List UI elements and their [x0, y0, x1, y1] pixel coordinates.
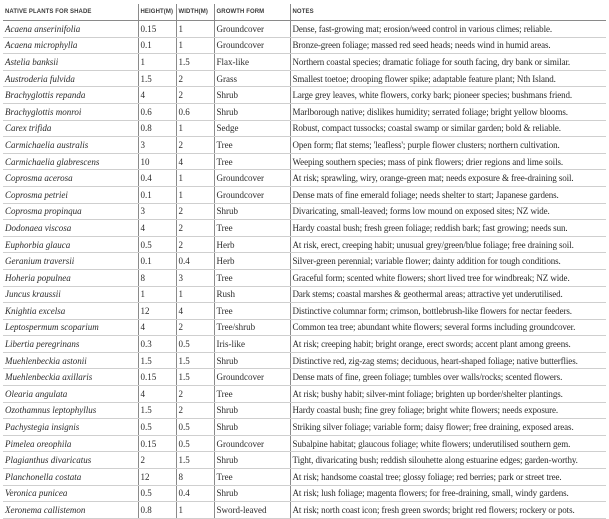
header-growth-form: GROWTH FORM: [214, 4, 290, 21]
table-row: [3, 253, 606, 270]
plant-name-cell: Acaena anserinifolia: [3, 21, 138, 38]
table-row: [3, 286, 606, 303]
width-cell: 1.5: [176, 452, 214, 469]
growth-form-cell: Sword-leaved: [214, 502, 290, 519]
growth-form-cell: Shrub: [214, 485, 290, 502]
height-cell: 10: [138, 153, 176, 170]
width-cell: 1: [176, 21, 214, 38]
width-cell: 1: [176, 120, 214, 137]
plant-name-cell: Coprosma acerosa: [3, 170, 138, 187]
table-body: [3, 21, 606, 519]
table-row: [3, 87, 606, 104]
plant-name-cell: Veronica punicea: [3, 485, 138, 502]
width-cell: 1: [176, 286, 214, 303]
growth-form-cell: Iris-like: [214, 336, 290, 353]
width-cell: 2: [176, 236, 214, 253]
table-row: [3, 170, 606, 187]
growth-form-cell: Flax-like: [214, 54, 290, 71]
height-cell: 1.5: [138, 70, 176, 87]
table-row: [3, 303, 606, 320]
width-cell: 1.5: [176, 54, 214, 71]
notes-cell: At risk, erect, creeping habit; unusual grey/green/blue foliage; free draining soil.: [290, 236, 606, 253]
header-height: HEIGHT(M): [138, 4, 176, 21]
height-cell: 0.4: [138, 170, 176, 187]
width-cell: 1: [176, 37, 214, 54]
table-row: [3, 469, 606, 486]
height-cell: 0.6: [138, 103, 176, 120]
plant-name-cell: Muehlenbeckia astonii: [3, 352, 138, 369]
height-cell: 4: [138, 386, 176, 403]
growth-form-cell: Herb: [214, 253, 290, 270]
growth-form-cell: Rush: [214, 286, 290, 303]
table-row: [3, 485, 606, 502]
growth-form-cell: Shrub: [214, 419, 290, 436]
width-cell: 1.5: [176, 352, 214, 369]
plant-name-cell: Pimelea oreophila: [3, 435, 138, 452]
table-row: [3, 402, 606, 419]
growth-form-cell: Shrub: [214, 203, 290, 220]
plant-name-cell: Dodonaea viscosa: [3, 220, 138, 237]
notes-cell: Open form; flat stems; 'leafless'; purple flower clusters; northern cultivation.: [290, 137, 606, 154]
table-header-row: [3, 4, 606, 21]
height-cell: 4: [138, 87, 176, 104]
table-row: [3, 502, 606, 519]
growth-form-cell: Shrub: [214, 352, 290, 369]
width-cell: 4: [176, 303, 214, 320]
native-plants-table: [3, 4, 606, 519]
table-row: [3, 37, 606, 54]
notes-cell: Striking silver foliage; variable form; daisy flower; free draining, exposed areas.: [290, 419, 606, 436]
plant-name-cell: Plagianthus divaricatus: [3, 452, 138, 469]
notes-cell: Dense, fast-growing mat; erosion/weed control in various climes; reliable.: [290, 21, 606, 38]
table-row: [3, 452, 606, 469]
growth-form-cell: Tree: [214, 386, 290, 403]
width-cell: 0.6: [176, 103, 214, 120]
table-row: [3, 103, 606, 120]
table-row: [3, 435, 606, 452]
growth-form-cell: Sedge: [214, 120, 290, 137]
plant-name-cell: Austroderia fulvida: [3, 70, 138, 87]
growth-form-cell: Groundcover: [214, 37, 290, 54]
width-cell: 2: [176, 70, 214, 87]
height-cell: 0.15: [138, 435, 176, 452]
header-width: WIDTH(M): [176, 4, 214, 21]
width-cell: 0.4: [176, 253, 214, 270]
table-row: [3, 352, 606, 369]
notes-cell: At risk; sprawling, wiry, orange-green mat; needs exposure & free-draining soil.: [290, 170, 606, 187]
height-cell: 0.1: [138, 253, 176, 270]
height-cell: 3: [138, 203, 176, 220]
table-row: [3, 386, 606, 403]
notes-cell: Robust, compact tussocks; coastal swamp or similar garden; bold & reliable.: [290, 120, 606, 137]
growth-form-cell: Groundcover: [214, 186, 290, 203]
height-cell: 1: [138, 54, 176, 71]
plant-name-cell: Juncus kraussii: [3, 286, 138, 303]
growth-form-cell: Shrub: [214, 103, 290, 120]
plant-name-cell: Olearia angulata: [3, 386, 138, 403]
width-cell: 4: [176, 153, 214, 170]
growth-form-cell: Tree: [214, 469, 290, 486]
header-notes: NOTES: [290, 4, 606, 21]
plant-name-cell: Coprosma petriei: [3, 186, 138, 203]
height-cell: 12: [138, 303, 176, 320]
width-cell: 2: [176, 402, 214, 419]
notes-cell: Silver-green perennial; variable flower; dainty addition for tough conditions.: [290, 253, 606, 270]
header-plant-name: NATIVE PLANTS FOR SHADE: [3, 4, 138, 21]
notes-cell: Dense mats of fine emerald foliage; needs shelter to start; Japanese gardens.: [290, 186, 606, 203]
plant-name-cell: Carmichaelia australis: [3, 137, 138, 154]
plant-name-cell: Knightia excelsa: [3, 303, 138, 320]
growth-form-cell: Tree: [214, 137, 290, 154]
notes-cell: At risk; north coast icon; fresh green swords; bright red flowers; rockery or pots.: [290, 502, 606, 519]
table-row: [3, 186, 606, 203]
notes-cell: Hardy coastal bush; fine grey foliage; bright white flowers; needs exposure.: [290, 402, 606, 419]
table-row: [3, 54, 606, 71]
table-row: [3, 220, 606, 237]
width-cell: 3: [176, 269, 214, 286]
height-cell: 0.3: [138, 336, 176, 353]
width-cell: 2: [176, 203, 214, 220]
plant-name-cell: Geranium traversii: [3, 253, 138, 270]
growth-form-cell: Groundcover: [214, 435, 290, 452]
plant-name-cell: Pachystegia insignis: [3, 419, 138, 436]
notes-cell: Divaricating, small-leaved; forms low mound on exposed sites; NZ wide.: [290, 203, 606, 220]
growth-form-cell: Tree: [214, 153, 290, 170]
growth-form-cell: Groundcover: [214, 369, 290, 386]
height-cell: 0.5: [138, 236, 176, 253]
height-cell: 2: [138, 452, 176, 469]
plant-name-cell: Carex trifida: [3, 120, 138, 137]
height-cell: 1: [138, 286, 176, 303]
height-cell: 0.15: [138, 369, 176, 386]
table-row: [3, 21, 606, 38]
plant-name-cell: Planchonella costata: [3, 469, 138, 486]
plant-name-cell: Leptospermum scoparium: [3, 319, 138, 336]
notes-cell: At risk; lush foliage; magenta flowers; for free-draining, small, windy gardens.: [290, 485, 606, 502]
notes-cell: Northern coastal species; dramatic foliage for south facing, dry bank or similar.: [290, 54, 606, 71]
growth-form-cell: Shrub: [214, 402, 290, 419]
height-cell: 0.8: [138, 120, 176, 137]
plant-name-cell: Brachyglottis monroi: [3, 103, 138, 120]
width-cell: 8: [176, 469, 214, 486]
notes-cell: Large grey leaves, white flowers, corky bark; pioneer species; bushmans friend.: [290, 87, 606, 104]
plant-name-cell: Astelia banksii: [3, 54, 138, 71]
width-cell: 0.5: [176, 435, 214, 452]
height-cell: 8: [138, 269, 176, 286]
notes-cell: Graceful form; scented white flowers; short lived tree for windbreak; NZ wide.: [290, 269, 606, 286]
height-cell: 3: [138, 137, 176, 154]
height-cell: 0.1: [138, 37, 176, 54]
width-cell: 1: [176, 186, 214, 203]
notes-cell: Marlborough native; dislikes humidity; serrated foliage; bright yellow blooms.: [290, 103, 606, 120]
plant-name-cell: Euphorbia glauca: [3, 236, 138, 253]
height-cell: 0.15: [138, 21, 176, 38]
plant-name-cell: Libertia peregrinans: [3, 336, 138, 353]
height-cell: 12: [138, 469, 176, 486]
height-cell: 0.5: [138, 485, 176, 502]
growth-form-cell: Groundcover: [214, 21, 290, 38]
plant-name-cell: Muehlenbeckia axillaris: [3, 369, 138, 386]
notes-cell: At risk; bushy habit; silver-mint foliage; brighten up border/shelter plantings.: [290, 386, 606, 403]
table-row: [3, 369, 606, 386]
plant-name-cell: Brachyglottis repanda: [3, 87, 138, 104]
height-cell: 4: [138, 319, 176, 336]
width-cell: 2: [176, 386, 214, 403]
table-row: [3, 203, 606, 220]
notes-cell: Distinctive columnar form; crimson, bottlebrush-like flowers for nectar feeders.: [290, 303, 606, 320]
width-cell: 0.5: [176, 336, 214, 353]
notes-cell: At risk; creeping habit; bright orange, erect swords; accent plant among greens.: [290, 336, 606, 353]
plant-name-cell: Acaena microphylla: [3, 37, 138, 54]
width-cell: 2: [176, 220, 214, 237]
notes-cell: Subalpine habitat; glaucous foliage; white flowers; underutilised southern gem.: [290, 435, 606, 452]
growth-form-cell: Groundcover: [214, 170, 290, 187]
growth-form-cell: Tree: [214, 269, 290, 286]
table-row: [3, 269, 606, 286]
growth-form-cell: Tree: [214, 303, 290, 320]
growth-form-cell: Shrub: [214, 87, 290, 104]
plant-name-cell: Xeronema callistemon: [3, 502, 138, 519]
height-cell: 4: [138, 220, 176, 237]
width-cell: 2: [176, 137, 214, 154]
width-cell: 1: [176, 502, 214, 519]
notes-cell: Dense mats of fine, green foliage; tumbles over walls/rocks; scented flowers.: [290, 369, 606, 386]
width-cell: 1.5: [176, 369, 214, 386]
width-cell: 2: [176, 319, 214, 336]
table-row: [3, 137, 606, 154]
table-row: [3, 419, 606, 436]
notes-cell: At risk; handsome coastal tree; glossy foliage; red berries; park or street tree.: [290, 469, 606, 486]
plant-name-cell: Carmichaelia glabrescens: [3, 153, 138, 170]
table-row: [3, 70, 606, 87]
table-row: [3, 153, 606, 170]
plant-name-cell: Ozothamnus leptophyllus: [3, 402, 138, 419]
height-cell: 1.5: [138, 352, 176, 369]
width-cell: 0.5: [176, 419, 214, 436]
table-row: [3, 236, 606, 253]
table-row: [3, 336, 606, 353]
width-cell: 0.4: [176, 485, 214, 502]
notes-cell: Common tea tree; abundant white flowers; several forms including groundcover.: [290, 319, 606, 336]
notes-cell: Hardy coastal bush; fresh green foliage; reddish bark; fast growing; needs sun.: [290, 220, 606, 237]
notes-cell: Distinctive red, zig-zag stems; deciduous, heart-shaped foliage; native butterflies.: [290, 352, 606, 369]
width-cell: 1: [176, 170, 214, 187]
height-cell: 0.1: [138, 186, 176, 203]
growth-form-cell: Tree: [214, 220, 290, 237]
notes-cell: Smallest toetoe; drooping flower spike; adaptable feature plant; Nth Island.: [290, 70, 606, 87]
plant-name-cell: Coprosma propinqua: [3, 203, 138, 220]
growth-form-cell: Tree/shrub: [214, 319, 290, 336]
growth-form-cell: Herb: [214, 236, 290, 253]
height-cell: 0.8: [138, 502, 176, 519]
notes-cell: Weeping southern species; mass of pink flowers; drier regions and lime soils.: [290, 153, 606, 170]
table-row: [3, 120, 606, 137]
table-row: [3, 319, 606, 336]
growth-form-cell: Grass: [214, 70, 290, 87]
notes-cell: Dark stems; coastal marshes & geothermal areas; attractive yet underutilised.: [290, 286, 606, 303]
height-cell: 1.5: [138, 402, 176, 419]
notes-cell: Tight, divaricating bush; reddish silouhette along estuarine edges; garden-worthy.: [290, 452, 606, 469]
width-cell: 2: [176, 87, 214, 104]
notes-cell: Bronze-green foliage; massed red seed heads; needs wind in humid areas.: [290, 37, 606, 54]
height-cell: 0.5: [138, 419, 176, 436]
plant-name-cell: Hoheria populnea: [3, 269, 138, 286]
growth-form-cell: Shrub: [214, 452, 290, 469]
